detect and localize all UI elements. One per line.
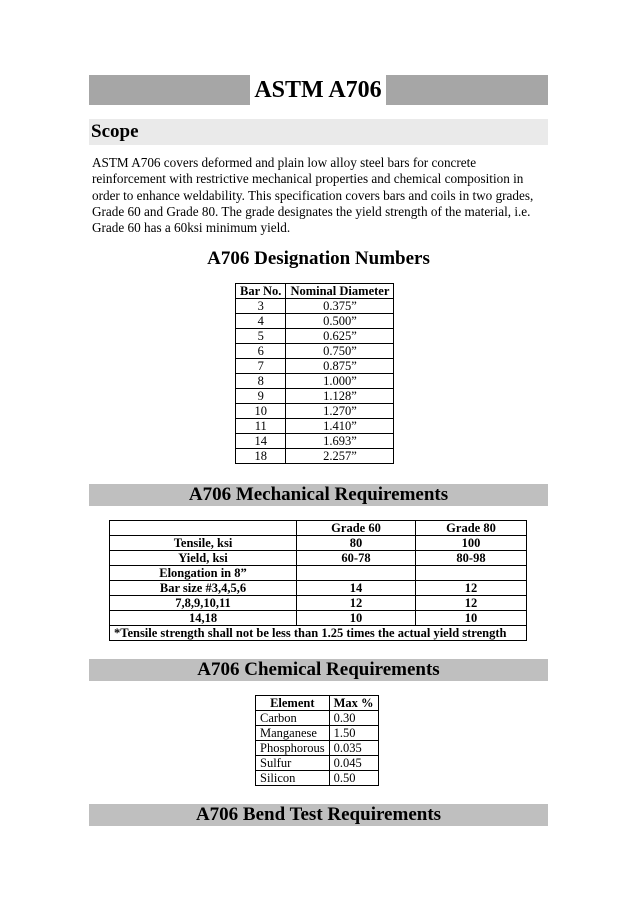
table-row (236, 449, 394, 464)
table-row (236, 374, 394, 389)
table-cell: 1.410” (286, 419, 394, 434)
table-cell: 0.50 (329, 771, 378, 786)
table-row (236, 299, 394, 314)
table-cell: 0.375” (286, 299, 394, 314)
designation-table-body (236, 299, 394, 464)
table-cell: 1.000” (286, 374, 394, 389)
mechanical-table-body (110, 521, 527, 641)
mechanical-footnote: *Tensile strength shall not be less than 1.25 times the actual yield strength (110, 626, 527, 641)
table-cell: 100 (416, 536, 527, 551)
table-cell: Tensile, ksi (110, 536, 297, 551)
table-cell: 0.875” (286, 359, 394, 374)
table-row (236, 419, 394, 434)
table-cell: 0.625” (286, 329, 394, 344)
table-cell: 80-98 (416, 551, 527, 566)
scope-paragraph: ASTM A706 covers deformed and plain low alloy steel bars for concrete reinforcement with restrictive mechanical properties and chemical composition in order to enhance weldability. This specification covers bars and coils in two grades, Grade 60 and Grade 80. The grade designates the yield strength of the material, i.e. Grade 60 has a 60ksi minimum yield. (92, 155, 534, 236)
table-row (236, 329, 394, 344)
table-cell: Carbon (256, 711, 330, 726)
table-cell: Sulfur (256, 756, 330, 771)
table-cell: 0.750” (286, 344, 394, 359)
table-row (236, 434, 394, 449)
table-cell: 0.045 (329, 756, 378, 771)
mechanical-heading: A706 Mechanical Requirements (89, 484, 548, 506)
table-cell: Bar size #3,4,5,6 (110, 581, 297, 596)
table-cell: 12 (297, 596, 416, 611)
table-cell (297, 566, 416, 581)
chemical-table-body (256, 711, 379, 786)
header-element: Element (256, 696, 330, 711)
designation-table (235, 283, 394, 464)
table-row (236, 359, 394, 374)
table-cell: 14 (297, 581, 416, 596)
table-cell: 4 (236, 314, 286, 329)
table-row (110, 596, 527, 611)
header-empty (110, 521, 297, 536)
table-cell: 11 (236, 419, 286, 434)
table-cell: 10 (236, 404, 286, 419)
chemical-heading: A706 Chemical Requirements (89, 659, 548, 681)
table-cell: 60-78 (297, 551, 416, 566)
table-row (110, 536, 527, 551)
table-cell: 0.500” (286, 314, 394, 329)
table-row (236, 344, 394, 359)
table-cell: 1.693” (286, 434, 394, 449)
header-max-percent: Max % (329, 696, 378, 711)
table-row (256, 756, 379, 771)
table-row (110, 581, 527, 596)
table-cell: 8 (236, 374, 286, 389)
designation-heading: A706 Designation Numbers (207, 248, 430, 269)
table-row (236, 314, 394, 329)
table-cell: Yield, ksi (110, 551, 297, 566)
table-cell: Silicon (256, 771, 330, 786)
table-cell: 7,8,9,10,11 (110, 596, 297, 611)
header-nominal-diameter: Nominal Diameter (286, 284, 394, 299)
table-row (256, 741, 379, 756)
table-cell: 9 (236, 389, 286, 404)
table-cell: 5 (236, 329, 286, 344)
table-cell: 7 (236, 359, 286, 374)
table-cell: 12 (416, 596, 527, 611)
bend-test-heading: A706 Bend Test Requirements (89, 804, 548, 826)
table-cell: 1.270” (286, 404, 394, 419)
table-cell: 1.50 (329, 726, 378, 741)
table-row (236, 389, 394, 404)
mechanical-table (109, 520, 527, 641)
table-cell: 0.30 (329, 711, 378, 726)
table-row (256, 726, 379, 741)
header-grade-60: Grade 60 (297, 521, 416, 536)
table-cell: 14 (236, 434, 286, 449)
scope-heading: Scope (89, 119, 548, 145)
table-cell: 10 (297, 611, 416, 626)
table-cell (416, 566, 527, 581)
table-cell: Elongation in 8” (110, 566, 297, 581)
page-title: ASTM A706 (250, 75, 386, 105)
table-row (256, 771, 379, 786)
table-cell: 80 (297, 536, 416, 551)
table-row (110, 566, 527, 581)
table-cell: 14,18 (110, 611, 297, 626)
footnote-row (110, 626, 527, 641)
table-cell: 10 (416, 611, 527, 626)
table-row (110, 551, 527, 566)
chemical-table (255, 695, 379, 786)
table-row (236, 404, 394, 419)
table-row (110, 521, 527, 536)
table-row (110, 611, 527, 626)
table-cell: 3 (236, 299, 286, 314)
table-cell: 2.257” (286, 449, 394, 464)
table-cell: 6 (236, 344, 286, 359)
table-cell: Manganese (256, 726, 330, 741)
header-bar-no: Bar No. (236, 284, 286, 299)
table-cell: 12 (416, 581, 527, 596)
table-cell: 18 (236, 449, 286, 464)
table-cell: Phosphorous (256, 741, 330, 756)
table-cell: 1.128” (286, 389, 394, 404)
table-row (256, 711, 379, 726)
header-grade-80: Grade 80 (416, 521, 527, 536)
table-cell: 0.035 (329, 741, 378, 756)
